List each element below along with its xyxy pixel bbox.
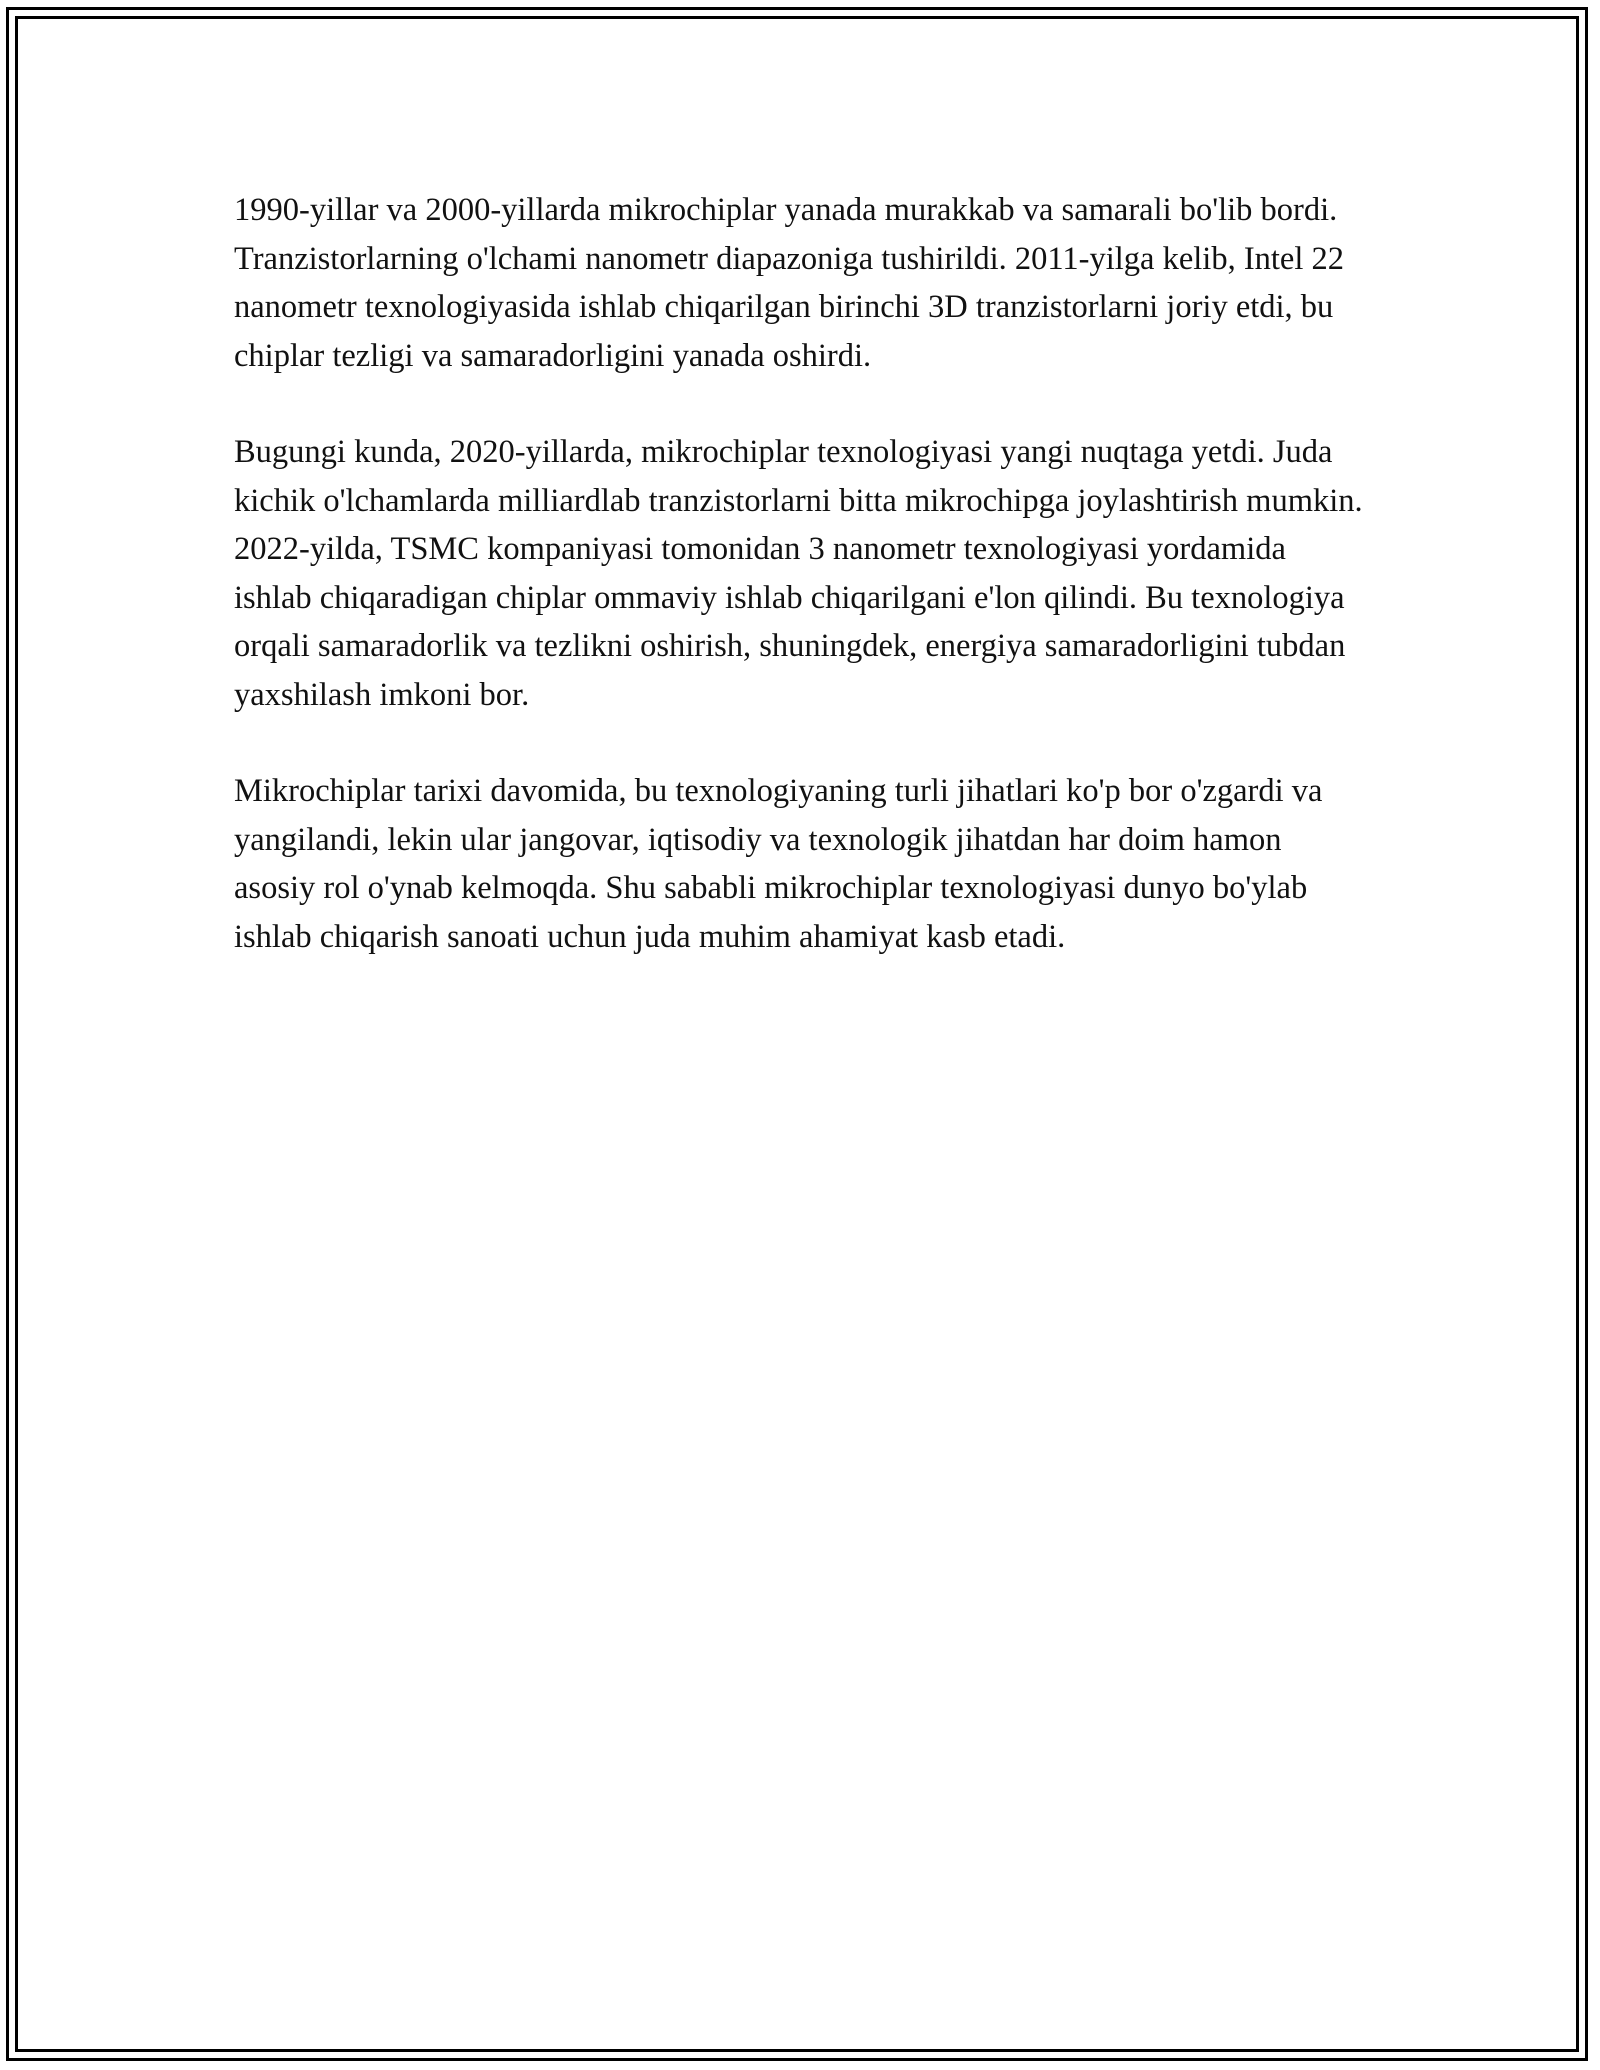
document-body: [234, 186, 1364, 1009]
paragraph-1: 1990-yillar va 2000-yillarda mikrochiplar yanada murakkab va samarali bo'lib bordi. Tranzistorlarning o'lchami nanometr diapazoniga tushirildi. 2011-yilga kelib, Intel 22 nanometr texnologiyasida ishlab chiqarilgan birinchi 3D tranzistorlarni joriy etdi, bu chiplar tezligi va samaradorligini yanada oshirdi.: [234, 192, 1345, 374]
paragraph-3: Mikrochiplar tarixi davomida, bu texnologiyaning turli jihatlari ko'p bor o'zgardi va yangilandi, lekin ular jangovar, iqtisodiy va texnologik jihatdan har doim hamon asosiy rol o'ynab kelmoqda. Shu sababli mikrochiplar texnologiyasi dunyo bo'ylab ishlab chiqarish sanoati uchun juda muhim ahamiyat kasb etadi.: [234, 773, 1323, 955]
paragraph-2: Bugungi kunda, 2020-yillarda, mikrochiplar texnologiyasi yangi nuqtaga yetdi. Juda kichik o'lchamlarda milliardlab tranzistorlarni bitta mikrochipga joylashtirish mumkin. 2022-yilda, TSMC kompaniyasi tomonidan 3 nanometr texnologiyasi yordamida ishlab chiqaradigan chiplar ommaviy ishlab chiqarilgani e'lon qilindi. Bu texnologiya orqali samaradorlik va tezlikni oshirish, shuningdek, energiya samaradorligini tubdan yaxshilash imkoni bor.: [234, 434, 1363, 713]
